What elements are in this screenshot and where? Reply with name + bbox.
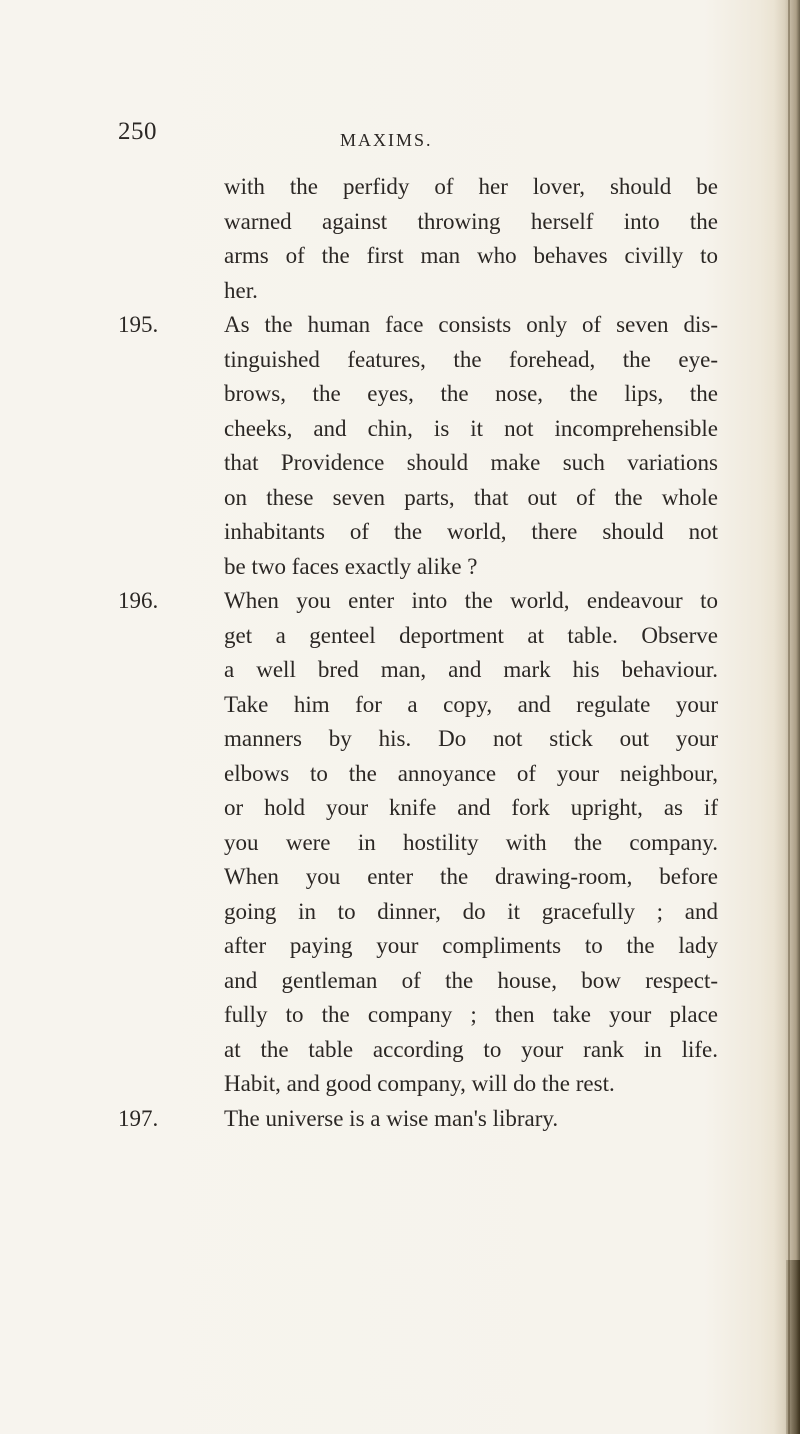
text-line: be two faces exactly alike ? — [224, 553, 478, 579]
text-line: or hold your knife and fork upright, as if — [224, 795, 718, 820]
text-line: get a genteel deportment at table. Observe — [224, 622, 718, 648]
maxim-197 — [118, 1102, 718, 1137]
text-line: a well bred man, and mark his behaviour. — [224, 657, 718, 682]
text-line: fully to the company ; then take your place — [224, 1002, 718, 1027]
text-line: When you enter the drawing-room, before — [224, 864, 718, 889]
text-line: you were in hostility with the company. — [224, 829, 718, 855]
text-line: going in to dinner, do it gracefully ; and — [224, 898, 718, 924]
page-header — [118, 118, 678, 158]
text-line: warned against throwing herself into the — [224, 208, 718, 234]
text-line: Habit, and good company, will do the rest. — [224, 1071, 615, 1096]
maxim-number: 195. — [118, 312, 159, 337]
text-line: and gentleman of the house, bow respect- — [224, 967, 718, 993]
text-line: When you enter into the world, endeavour to — [224, 588, 718, 613]
maxim-number: 196. — [118, 588, 159, 613]
running-head: MAXIMS. — [340, 130, 433, 150]
text-line: tinguished features, the forehead, the eye- — [224, 346, 718, 372]
maxim-196 — [118, 584, 718, 1102]
continued-paragraph — [118, 170, 718, 308]
page-edge-bottom-shadow — [786, 1260, 800, 1434]
text-line: As the human face consists only of seven dis- — [224, 312, 718, 337]
text-line: brows, the eyes, the nose, the lips, the — [224, 381, 718, 406]
page-number: 250 — [118, 118, 157, 145]
maxim-number: 197. — [118, 1105, 159, 1131]
text-line: that Providence should make such variations — [224, 450, 718, 475]
maxim-195 — [118, 308, 718, 584]
text-line: after paying your compliments to the lady — [224, 933, 718, 958]
text-line: arms of the first man who behaves civilly to — [224, 243, 718, 268]
text-line: with the perfidy of her lover, should be — [224, 174, 718, 199]
text-line: elbows to the annoyance of your neighbour, — [224, 760, 718, 786]
page-edge-shadow — [774, 0, 800, 1434]
page-text — [118, 170, 718, 1136]
text-line: at the table according to your rank in life. — [224, 1036, 718, 1062]
text-line: cheeks, and chin, is it not incomprehensible — [224, 415, 718, 441]
text-line: The universe is a wise man's library. — [224, 1105, 559, 1131]
text-line: inhabitants of the world, there should not — [224, 519, 718, 544]
page-edge-line — [788, 0, 790, 1434]
text-line: Take him for a copy, and regulate your — [224, 691, 718, 717]
text-line: on these seven parts, that out of the whole — [224, 484, 718, 510]
text-line: her. — [224, 277, 258, 303]
text-line: manners by his. Do not stick out your — [224, 726, 718, 751]
